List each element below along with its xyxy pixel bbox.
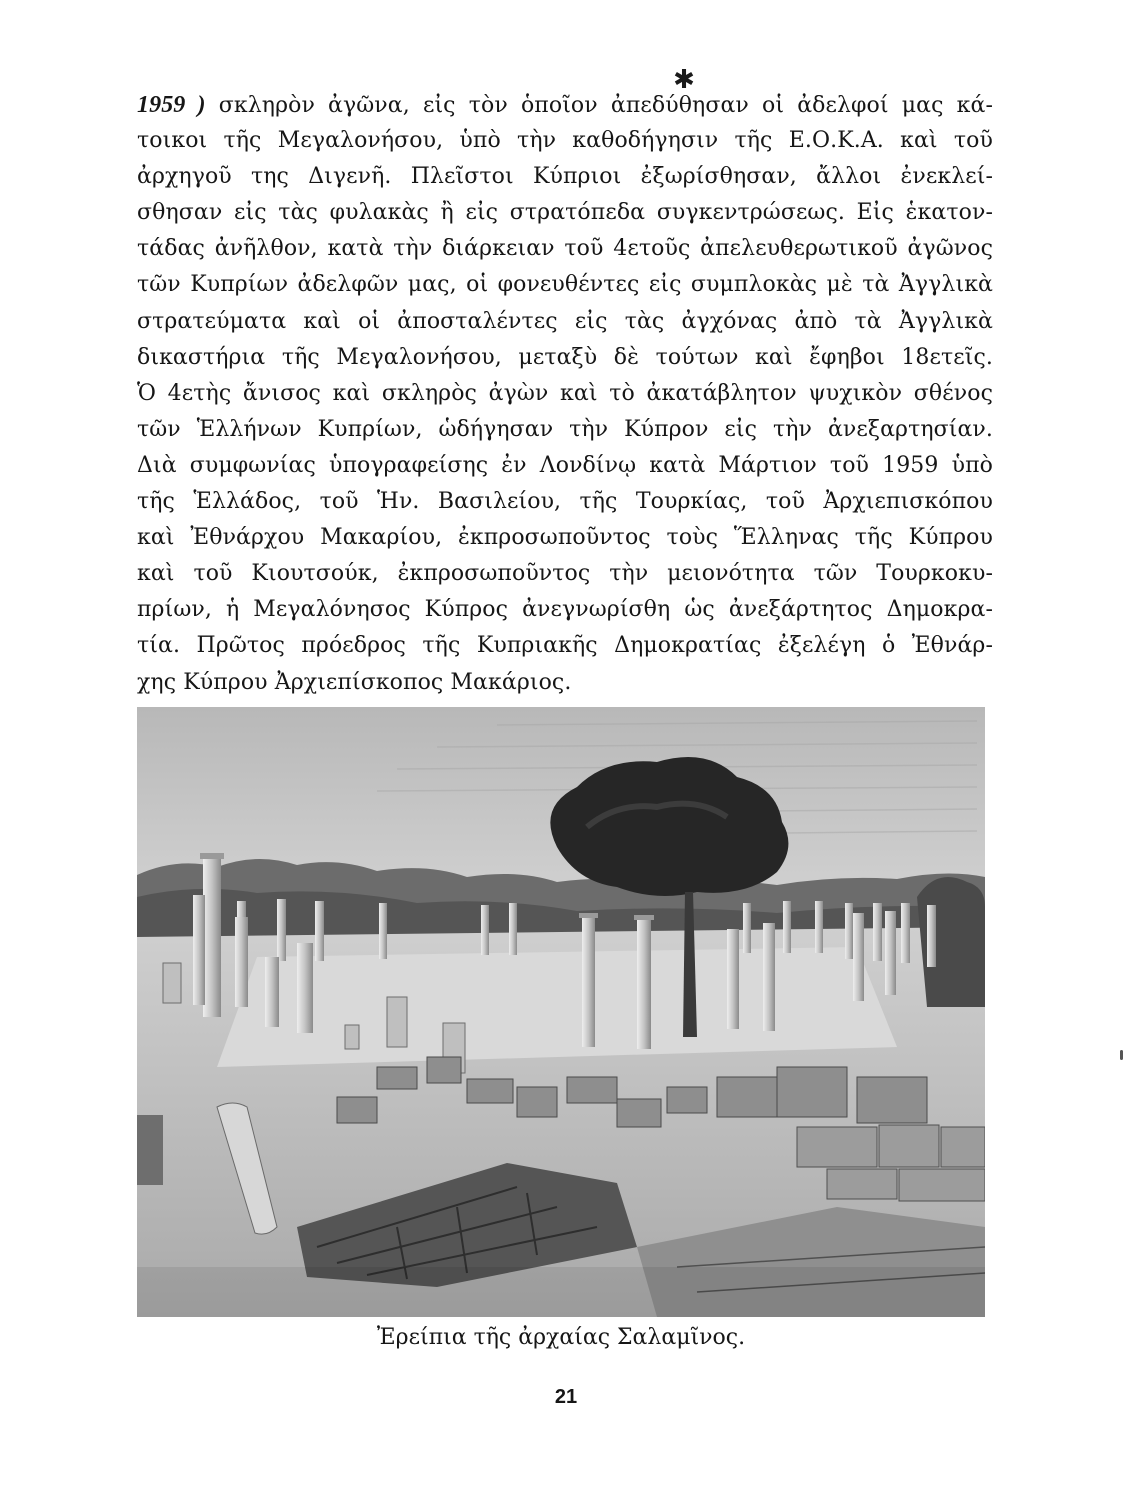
text-line-7: στρατεύματα καὶ οἱ ἀποσταλέντες εἰς τὰς ἀγχόνας ἀπὸ τὰ Ἀγγλικὰ — [137, 308, 993, 334]
figure-caption: Ἐρείπια τῆς ἀρχαίας Σαλαμῖνος. — [376, 1325, 746, 1350]
text-line-4: σθησαν εἰς τὰς φυλακὰς ἢ εἰς στρατόπεδα συγκεντρώσεως. Εἰς ἑκατον- — [137, 200, 993, 226]
text-line-1: 1959 ) σκληρὸν ἀγῶνα, εἰς τὸν ὁποῖον ἀπεδύθησαν οἱ ἀδελφοί μας κά- — [137, 92, 994, 118]
ruins-photo-illustration — [137, 707, 985, 1317]
asterisk-ornament-icon: ✱ — [673, 65, 695, 95]
text-line-9: Ὁ 4ετὴς ἄνισος καὶ σκληρὸς ἀγὼν καὶ τὸ ἀκατάβλητον ψυχικὸν σθένος — [137, 380, 993, 406]
text-line-17: χης Κύπρου Ἀρχιεπίσκοπος Μακάριος. — [137, 669, 572, 695]
text-line-16: τία. Πρῶτος πρόεδρος τῆς Κυπριακῆς Δημοκρατίας ἐξελέγη ὁ Ἐθνάρ- — [137, 633, 993, 659]
page-number: 21 — [554, 1386, 578, 1408]
text-line-6: τῶν Κυπρίων ἀδελφῶν μας, οἱ φονευθέντες εἰς συμπλοκὰς μὲ τὰ Ἀγγλικὰ — [137, 272, 993, 298]
text-line-2: τοικοι τῆς Μεγαλονήσου, ὑπὸ τὴν καθοδήγησιν τῆς Ε.Ο.Κ.Α. καὶ τοῦ — [137, 128, 993, 154]
text-line-5: τάδας ἀνῆλθον, κατὰ τὴν διάρκειαν τοῦ 4ετοῦς ἀπελευθερωτικοῦ ἀγῶνος — [137, 236, 993, 262]
text-line-15: πρίων, ἡ Μεγαλόνησος Κύπρος ἀνεγνωρίσθη ὡς ἀνεξάρτητος Δημοκρα- — [137, 597, 993, 623]
text-line-3: ἀρχηγοῦ της Διγενῆ. Πλεῖστοι Κύπριοι ἐξωρίσθησαν, ἄλλοι ἐνεκλεί- — [137, 164, 993, 190]
year-label: 1959 ) — [137, 92, 206, 118]
text-line-8: δικαστήρια τῆς Μεγαλονήσου, μεταξὺ δὲ τούτων καὶ ἔφηβοι 18ετεῖς. — [137, 344, 993, 370]
text-line-14: καὶ τοῦ Κιουτσούκ, ἐκπροσωποῦντος τὴν μειονότητα τῶν Τουρκοκυ- — [137, 561, 993, 587]
salamis-ruins-photo — [137, 707, 985, 1317]
text-line-10: τῶν Ἑλλήνων Κυπρίων, ὡδήγησαν τὴν Κύπρον εἰς τὴν ἀνεξαρτησίαν. — [137, 416, 993, 442]
scan-speck — [1120, 1050, 1123, 1060]
body-text — [137, 87, 993, 701]
text-line-11: Διὰ συμφωνίας ὑπογραφείσης ἐν Λονδίνῳ κατὰ Μάρτιον τοῦ 1959 ὑπὸ — [137, 452, 993, 478]
text-line-13: καὶ Ἐθνάρχου Μακαρίου, ἐκπροσωποῦντος τοὺς Ἕλληνας τῆς Κύπρου — [137, 525, 993, 551]
text-line-12: τῆς Ἑλλάδος, τοῦ Ἡν. Βασιλείου, τῆς Τουρκίας, τοῦ Ἀρχιεπισκόπου — [137, 489, 993, 515]
